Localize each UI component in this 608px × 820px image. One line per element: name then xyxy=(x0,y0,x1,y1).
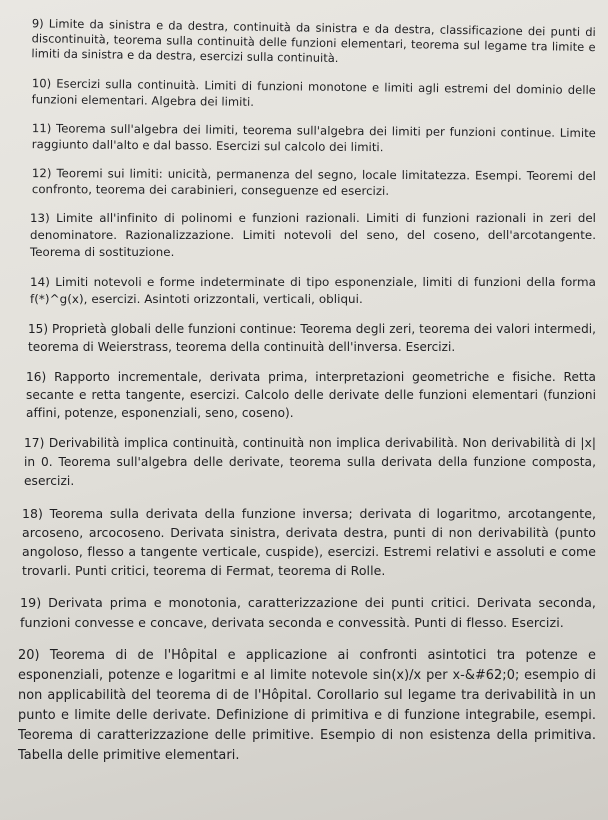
topic-item-18: 18) Teorema sulla derivata della funzione inversa; derivata di logaritmo, arcotangente, arcoseno, arcocoseno. Derivata sinistra, derivata destra, punti di non derivabilità (punto angoloso, flesso a tangente verticale, cuspide), esercizi. Estremi relativi e assoluti e come trovarli. Punti critici, teorema di Fermat, teorema di Rolle. xyxy=(22,506,596,578)
topic-item-11: 11) Teorema sull'algebra dei limiti, teorema sull'algebra dei limiti per funzioni continue. Limite raggiunto dall'alto e dal basso. Esercizi sul calcolo dei limiti. xyxy=(31,121,596,155)
topic-item-15: 15) Proprietà globali delle funzioni continue: Teorema degli zeri, teorema dei valori intermedi, teorema di Weierstrass, teorema della continuità dell'inversa. Esercizi. xyxy=(28,322,596,354)
topic-item-20: 20) Teorema di de l'Hôpital e applicazione ai confronti asintotici tra potenze e esponenziali, potenze e logaritmi e al limite notevole sin(x)/x per x-&#62;0; esempio di non applicabilità del teorema di de l'Hôpital. Corollario sul legame tra derivabilità in un punto e limite delle derivate. Definizione di primitiva e di funzione integrabile, esempi. Teorema di caratterizzazione delle primitive. Esempio di non esistenza della primitiva. Tabella delle primitive elementari. xyxy=(18,648,596,763)
topic-item-13: 13) Limite all'infinito di polinomi e funzioni razionali. Limiti di funzioni razionali in zeri del denominatore. Razionalizzazione. Limiti notevoli del seno, del coseno, dell'arcotangente. Teorema di sostituzione. xyxy=(30,211,596,259)
topic-item-9: 9) Limite da sinistra e da destra, continuità da sinistra e da destra, classificazione dei punti di discontinuità, teorema sulla continuità delle funzioni elementari, teorema sul legame tra limite e limiti da sinistra e da destra, esercizi sulla continuità. xyxy=(31,16,596,66)
topic-item-10: 10) Esercizi sulla continuità. Limiti di funzioni monotone e limiti agli estremi del dominio delle funzioni elementari. Algebra dei limiti. xyxy=(31,76,596,109)
topic-item-19: 19) Derivata prima e monotonia, caratterizzazione dei punti critici. Derivata seconda, funzioni convesse e concave, derivata seconda e convessità. Punti di flesso. Esercizi. xyxy=(20,595,596,630)
topic-item-14: 14) Limiti notevoli e forme indeterminate di tipo esponenziale, limiti di funzioni della forma f(*)^g(x), esercizi. Asintoti orizzontali, verticali, obliqui. xyxy=(30,275,596,306)
topic-item-12: 12) Teoremi sui limiti: unicità, permanenza del segno, locale limitatezza. Esempi. Teoremi del confronto, teorema dei carabinieri, conseguenze ed esercizi. xyxy=(31,166,596,198)
topic-item-16: 16) Rapporto incrementale, derivata prima, interpretazioni geometriche e fisiche. Retta secante e retta tangente, esercizi. Calcolo delle derivate delle funzioni elementari (funzioni affini, potenze, esponenziali, seno, coseno). xyxy=(26,370,596,420)
topic-item-17: 17) Derivabilità implica continuità, continuità non implica derivabilità. Non derivabilità di |x| in 0. Teorema sull'algebra delle derivate, teorema sulla derivata della funzione composta, esercizi. xyxy=(24,436,596,488)
